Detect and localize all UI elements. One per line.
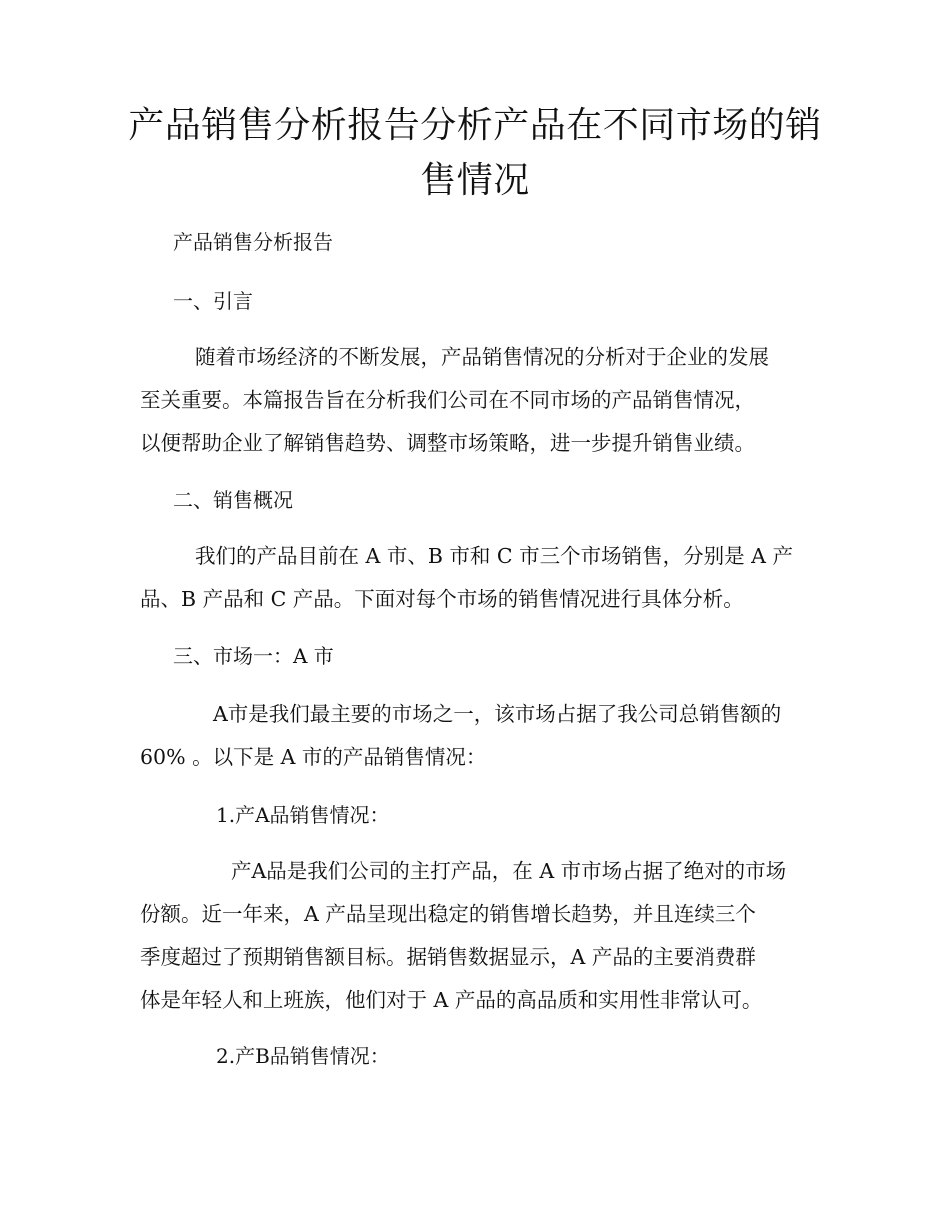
subsection-1-heading: 1.产A品销售情况： [216,803,390,827]
section-1-paragraph-line: 至关重要。本篇报告旨在分析我们公司在不同市场的产品销售情况， [140,388,755,412]
subsection-1-paragraph-line: 体是年轻人和上班族，他们对于 A 产品的高品质和实用性非常认可。 [140,988,763,1012]
document-title: 产品销售分析报告分析产品在不同市场的销售情况 [128,105,822,201]
section-3-paragraph-line: A市是我们最主要的市场之一，该市场占据了我公司总销售额的 [213,702,782,726]
section-1-paragraph-line: 随着市场经济的不断发展，产品销售情况的分析对于企业的发展 [195,345,769,369]
section-1-heading: 一、引言 [173,289,253,313]
section-3-paragraph-line: 60% 。以下是 A 市的产品销售情况： [140,745,487,769]
section-2-paragraph-line: 品、B 产品和 C 产品。下面对每个市场的销售情况进行具体分析。 [140,587,744,611]
subsection-1-paragraph-line: 季度超过了预期销售额目标。据销售数据显示，A 产品的主要消费群 [140,945,756,969]
subsection-1-paragraph-line: 份额。近一年来，A 产品呈现出稳定的销售增长趋势，并且连续三个 [140,902,756,926]
section-3-heading: 三、市场一：A 市 [173,644,334,668]
subsection-2-heading: 2.产B品销售情况： [216,1044,390,1068]
section-2-heading: 二、销售概况 [173,488,293,512]
section-2-paragraph-line: 我们的产品目前在 A 市、B 市和 C 市三个市场销售，分别是 A 产 [195,544,793,568]
subsection-1-paragraph-line: 产A品是我们公司的主打产品，在 A 市市场占据了绝对的市场 [231,859,787,883]
section-1-paragraph-line: 以便帮助企业了解销售趋势、调整市场策略，进一步提升销售业绩。 [140,431,755,455]
report-heading: 产品销售分析报告 [173,230,333,254]
